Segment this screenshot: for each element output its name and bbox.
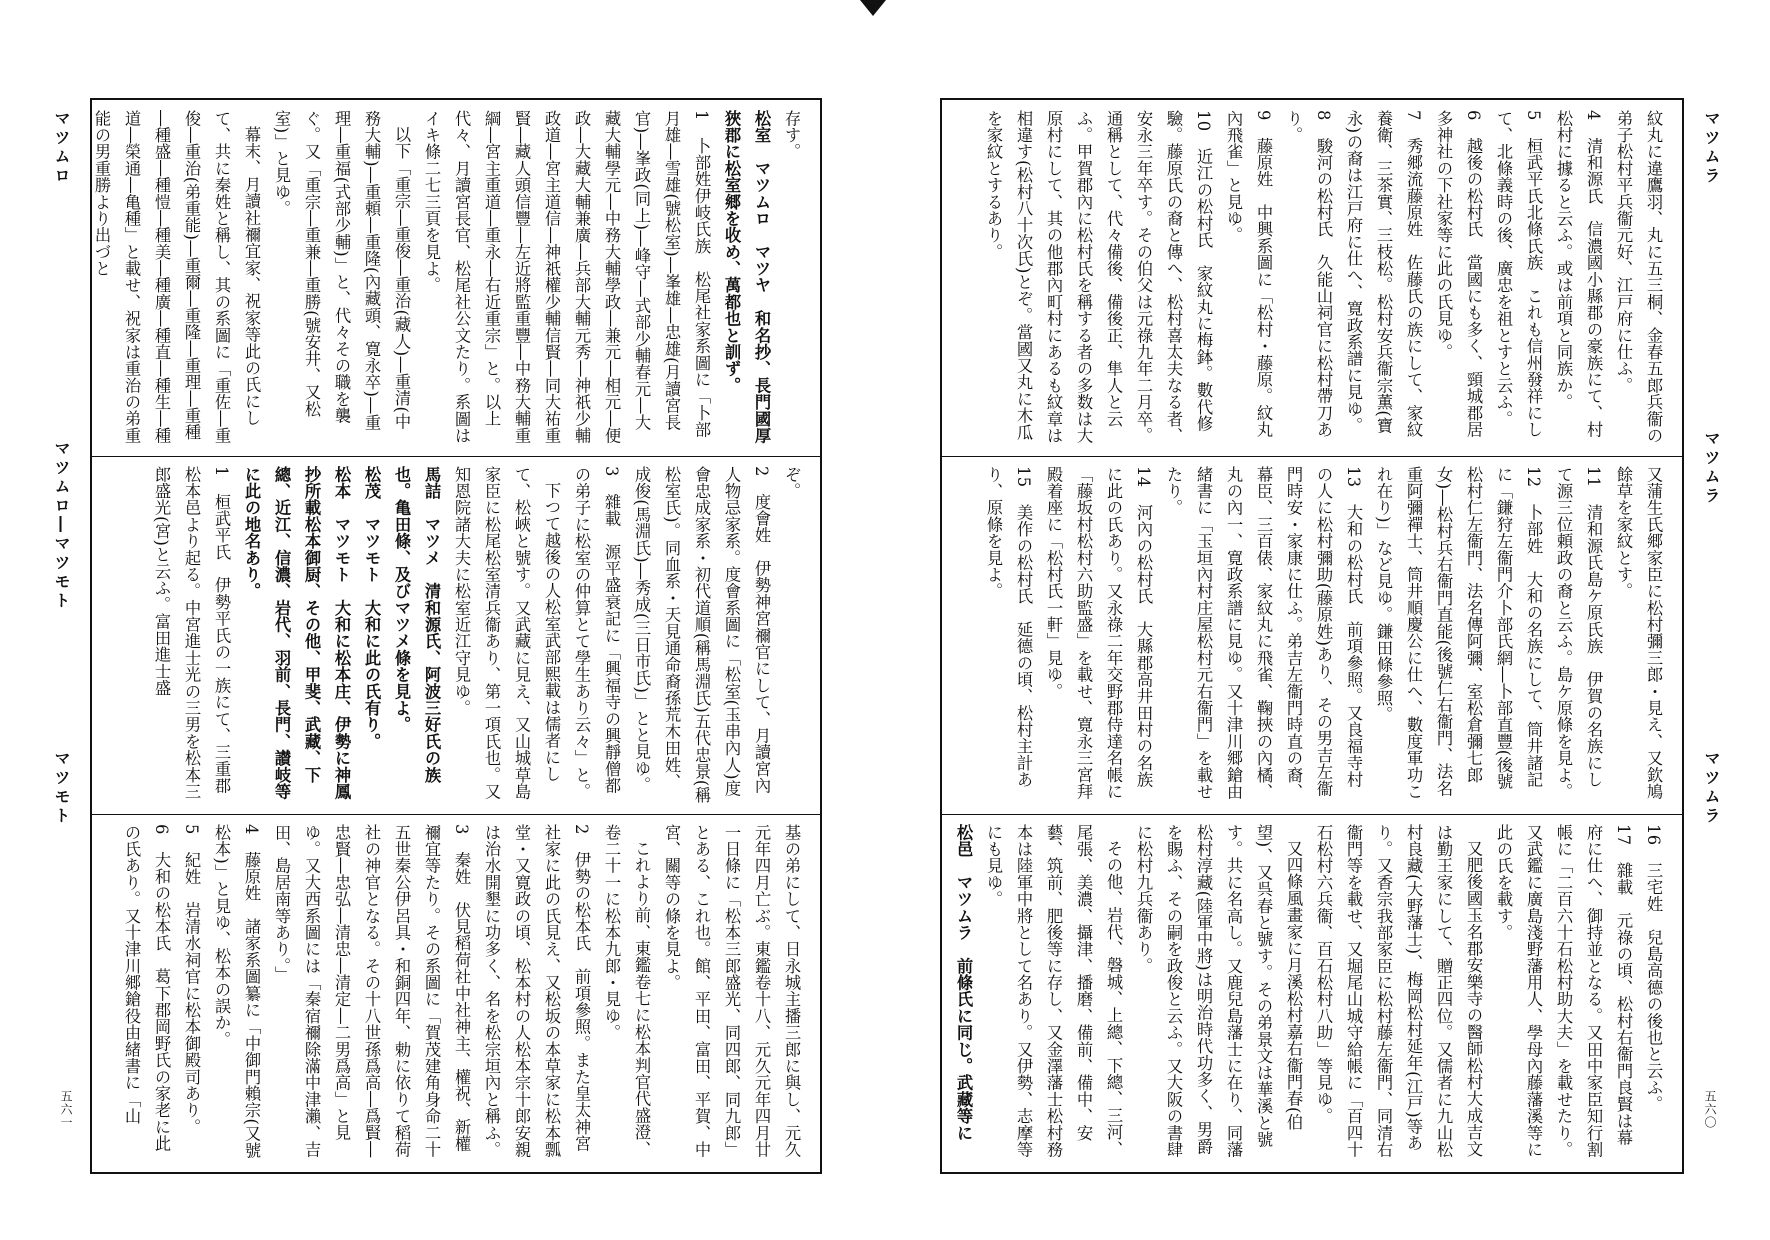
paragraph: 紋丸に違鷹羽、丸に五三桐、金春五郎兵衞の弟子松村平兵衞元好、江戸府に仕ふ。 [1614, 110, 1663, 444]
entry-heading: 松邑 マツムラ 前條氏に同じ。武藏等に [954, 824, 973, 1142]
text-band [92, 814, 820, 1172]
entry-heading: 松本 マツモト 大和に松本庄、伊勢に神鳳抄所載松本御厨、その他、甲斐、武藏、下總、近江、信濃、岩代、羽前、長門、讃岐等に此の地名あり。 [242, 466, 351, 800]
paragraph: 又肥後國玉名郡安樂寺の醫師松村大成吉文は勤王家にして、贈正四位。又儒者に九山松村良藏(大野藩士)、梅岡松村延年(江戸)等あり。又香宗我部家臣に松村藤左衞門、同清右衞門等を載せ、又堀尾山城守給帳に「百四十石松村六兵衞、百石松村八助」等見ゆ。 [1314, 824, 1483, 1158]
header-label: マツモト [52, 750, 71, 826]
paragraph: 10 近江の松村氏 家紋丸に梅鉢。數代修驗。藤原氏の裔と傳へ、松村喜太夫なる者、安永三年卒す。その伯父は元祿九年二月卒。通稱として、代々備後、備後正、隼人と云ふ。甲賀郡內に松村氏を稱する者の多数は大原村にして、其の他郡內町村にあるも紋章は相違す(松村八十次氏)とぞ。當國又丸に木瓜を家紋とするあり。 [984, 110, 1213, 444]
paragraph: 13 大和の松村氏 前項參照。又良福寺村の人に松村彌助(藤原姓)あり、その男吉左衞門時安・家康に仕ふ。弟吉左衞門時直の裔、幕臣、三百俵、家紋丸に飛雀、鞠挾の內橘、丸の內一、寛政系譜に見ゆ。又十津川郷鎗由緒書に「玉垣內村庄屋松村元右衞門」を載せたり。 [1164, 466, 1363, 800]
paragraph: 1 桓武平氏 伊勢平氏の一族にて、三重郡松本邑より起る。中宮進士光の三男を松本三郎盛光(宮)と云ふ。富田進士盛 [152, 466, 231, 800]
paragraph: 6 越後の松村氏 當國にも多く、頸城郡居多神社の下社家等に此の氏見ゆ。 [1434, 110, 1483, 438]
header-label: マツムラ [1702, 110, 1721, 186]
paragraph: 6 大和の松本氏 葛下郡岡野氏の家老に此の氏あり。又十津川郷鎗役由緒書に「山 [122, 824, 171, 1152]
paragraph: 16 三宅姓 兒島高德の後也と云ふ。 [1644, 824, 1663, 1113]
paragraph: 3 秦姓 伏見稻荷社中社神主、權祝、新權禰宜等たり。その系圖に「賀茂建角身命二十五世秦公伊呂具・和銅四年、勅に依りて稻荷社の神官となる。その十八世孫爲高―爲賢―忠賢―忠弘―清忠―清定―二男爲高」と見ゆ。又大西系圖には「秦宿禰除滿中津瀨、吉田、島居南等あり。」 [272, 824, 471, 1158]
text-frame [940, 98, 1684, 1174]
paragraph: これより前、東鑑卷七に松本判官代盛澄、卷二十一に松本九郎・見ゆ。 [602, 824, 651, 1158]
paragraph: 12 卜部姓 大和の名族にして、筒井諸記に「鎌狩左衞門介卜部氏網―卜部直豐(後號松村仁左衞門、法名傳阿彌、室松倉彌七郎女)―松村兵右衞門直能(後號仁右衞門、法名重阿彌禪士、筒井順慶公に仕へ、數度軍功これ在り)」など見ゆ。鎌田條參照。 [1374, 466, 1543, 800]
paragraph: 4 清和源氏 信濃國小縣郡の豪族にて、村松村に據ると云ふ。或は前項と同族か。 [1554, 110, 1603, 438]
paragraph: 又四條風畫家に月溪松村嘉右衞門春(伯望)、又呉春と號す。その弟景文は華溪と號す。共に名高し。又鹿兒島藩士に在り、同藩松村淳藏(陸軍中將)は明治時代功多く、男爵を賜ふ、その嗣を政俊と云ふ。又大阪の書肆に松村九兵衞あり。 [1134, 824, 1303, 1158]
paragraph: 8 駿河の松村氏 久能山祠官に松村帶刀あり。 [1284, 110, 1333, 438]
paragraph: 11 清和源氏島ケ原氏族 伊賀の名族にして源三位頼政の裔と云ふ。島ケ原條を見よ。 [1554, 466, 1603, 800]
entry-heading: 松室 マツムロ マツヤ 和名抄、長門國厚狹郡に松室郷を收め、萬都也と訓ず。 [722, 110, 771, 444]
paragraph: 又蒲生氏郷家臣に松村彌三郎・見え、又欽鳩餘草を家紋とす。 [1614, 466, 1663, 800]
page-number: 五六〇 [1703, 1090, 1717, 1129]
paragraph: 5 紀姓 岩清水祠官に松本御殿司あり。 [182, 824, 201, 1136]
paragraph: 以下「重宗―重俊―重治(藏人)―重清(中務大輔)―重頼―重隆(內藏頭、寛永卒)―重理―重福(式部少輔)」と、代々その職を襲ぐ。又「重宗―重兼―重勝(號安井、又松室)」と見ゆ。 [272, 110, 411, 431]
paragraph: その他、岩代、磐城、上總、下總、三河、尾張、美濃、攝津、播磨、備前、備中、安藝、筑前、肥後等に存し、又金澤藩士松村務本は陸軍中將として名あり。又伊勢、志摩等にも見ゆ。 [984, 824, 1123, 1158]
header-label: マツムロ [52, 110, 71, 186]
paragraph: 14 河內の松村氏 大縣郡高井田村の名族に此の氏あり。又永祿二年交野郡侍達名帳に「藤坂村松村六助監盛」を載せ、寛永三宮拜殿着座に「松村氏一軒」見ゆ。 [1044, 466, 1153, 800]
paragraph: 5 桓武平氏北條氏族 これも信州發祥にして、北條義時の後、廣忠を祖とすと云ふ。 [1494, 110, 1543, 438]
right-page [940, 90, 1770, 1180]
header-label: マツムラ [1702, 430, 1721, 506]
header-label: マツムロ―マツモト [52, 440, 71, 611]
paragraph: 1 卜部姓伊岐氏族 松尾社家系圖に「卜部月雄―雪雄(號松室)―峯雄―忠雄(月讀宮長官)―峯政(同上)―峰守―式部少輔春元―大藏大輔學元―中務大輔學政―兼元―相元―便政―大藏大輔兼廣―兵部大輔元秀―神祇少輔政道―宮主道信―神祇權少輔信賢―同大祐重賢―藏人頭信豐―左近將監重豐―中務大輔重綱―宮主重道―重永―右近重宗」と。以上代々、月讀宮長官、松尾社公文たり。系圖はイキ條二七三頁を見よ。 [422, 110, 711, 444]
paragraph: 基の弟にして、日永城主播三郎に與し、元久元年四月亡ぶ。東鑑卷十八、元久元年四月廿一日條に「松本三郎盛光、同四郎、同九郎」とある、これ也。館、平田、富田、平賀、中宮、關等の條を見よ。 [662, 824, 801, 1158]
text-band [942, 100, 1682, 457]
paragraph: 4 藤原姓 諸家系圖纂に「中御門賴宗(又號松本)」と見ゆ、松本の誤か。 [212, 824, 261, 1159]
left-page [52, 90, 920, 1180]
paragraph: 9 藤原姓 中興系圖に「松村・藤原。紋丸內飛雀」と見ゆ。 [1224, 110, 1273, 438]
text-band [92, 100, 820, 457]
paragraph: 7 秀郷流藤原姓 佐藤氏の族にして、家紋養衛、三茶實、三枝松。松村安兵衞宗薫(寶永)の裔は江戸府に仕へ、寛政系譜に見ゆ。 [1344, 110, 1423, 438]
paragraph: 下つて越後の人松室武部熙載は儒者にして、松峽と號す。又武藏に見え、又山城草島家臣に松尾松室清兵衞あり、第一項氏也。又知恩院諸大夫に松室近江守見ゆ。 [452, 466, 561, 800]
text-band [942, 456, 1682, 815]
text-band [942, 814, 1682, 1172]
diamond-icon [860, 0, 886, 16]
text-band [92, 456, 820, 815]
entry-heading: 馬詰 マツメ 清和源氏、阿波三好氏の族也。亀田條、及びマツメ條を見よ。 [392, 466, 441, 784]
entry-heading: 松茂 マツモト 大和に此の氏有り。 [362, 466, 381, 750]
header-label: マツムラ [1702, 750, 1721, 826]
text-frame [90, 98, 822, 1174]
paragraph: 17 雜載 元祿の頃、松村右衞門良賢は幕府に仕へ、御持並となる。又田中家臣知行割帳に「二百六十石松村助大夫」を載せたり。又武鑑に廣島淺野藩用人、學母內藤藩溪等に此の氏を載す。 [1494, 824, 1633, 1158]
paragraph: ぞ。 [782, 466, 801, 500]
paragraph: 15 美作の松村氏 延德の頃、松村主計あり、原條を見よ。 [984, 466, 1033, 788]
paragraph: 2 度會姓 伊勢神宮禰官にして、月讀宮內人物忌家系。度會系圖に「松室(玉串內人)度會忠成家系・初代道順(稱馬淵氏)五代忠景(稱松室氏)。同血系・天見通命裔孫荒木田姓、成俊(馬淵氏)―秀成(三日市氏)」とと見ゆ。 [632, 466, 771, 804]
paragraph: 存す。 [782, 110, 801, 161]
paragraph: 3 雜載 源平盛衰記に「興福寺の興靜僧都の弟子に松室の仲算とて學生あり云々」と。 [572, 466, 621, 800]
paragraph: 幕末、月讀社禰宜家、祝家等此の氏にして、共に秦姓と稱し、其の系圖に「重佐―重俊―重治(弟重能)―重爾―重隆―重理―重種―種盛―種愷―種美―種廣―種直―種生―種道―榮通―亀種」と載せ、祝家は重治の弟重能の男重勝より出づと [92, 110, 261, 444]
page-number: 五六一 [59, 1090, 73, 1129]
paragraph: 2 伊勢の松本氏 前項參照。また皇太神宮社家に此の氏見え、又松坂の本草家に松本瓢堂・又寛政の頃、松本村の人松本宗十郎安親は治水開墾に功多く、名を松宗垣內と稱ふ。 [482, 824, 591, 1158]
